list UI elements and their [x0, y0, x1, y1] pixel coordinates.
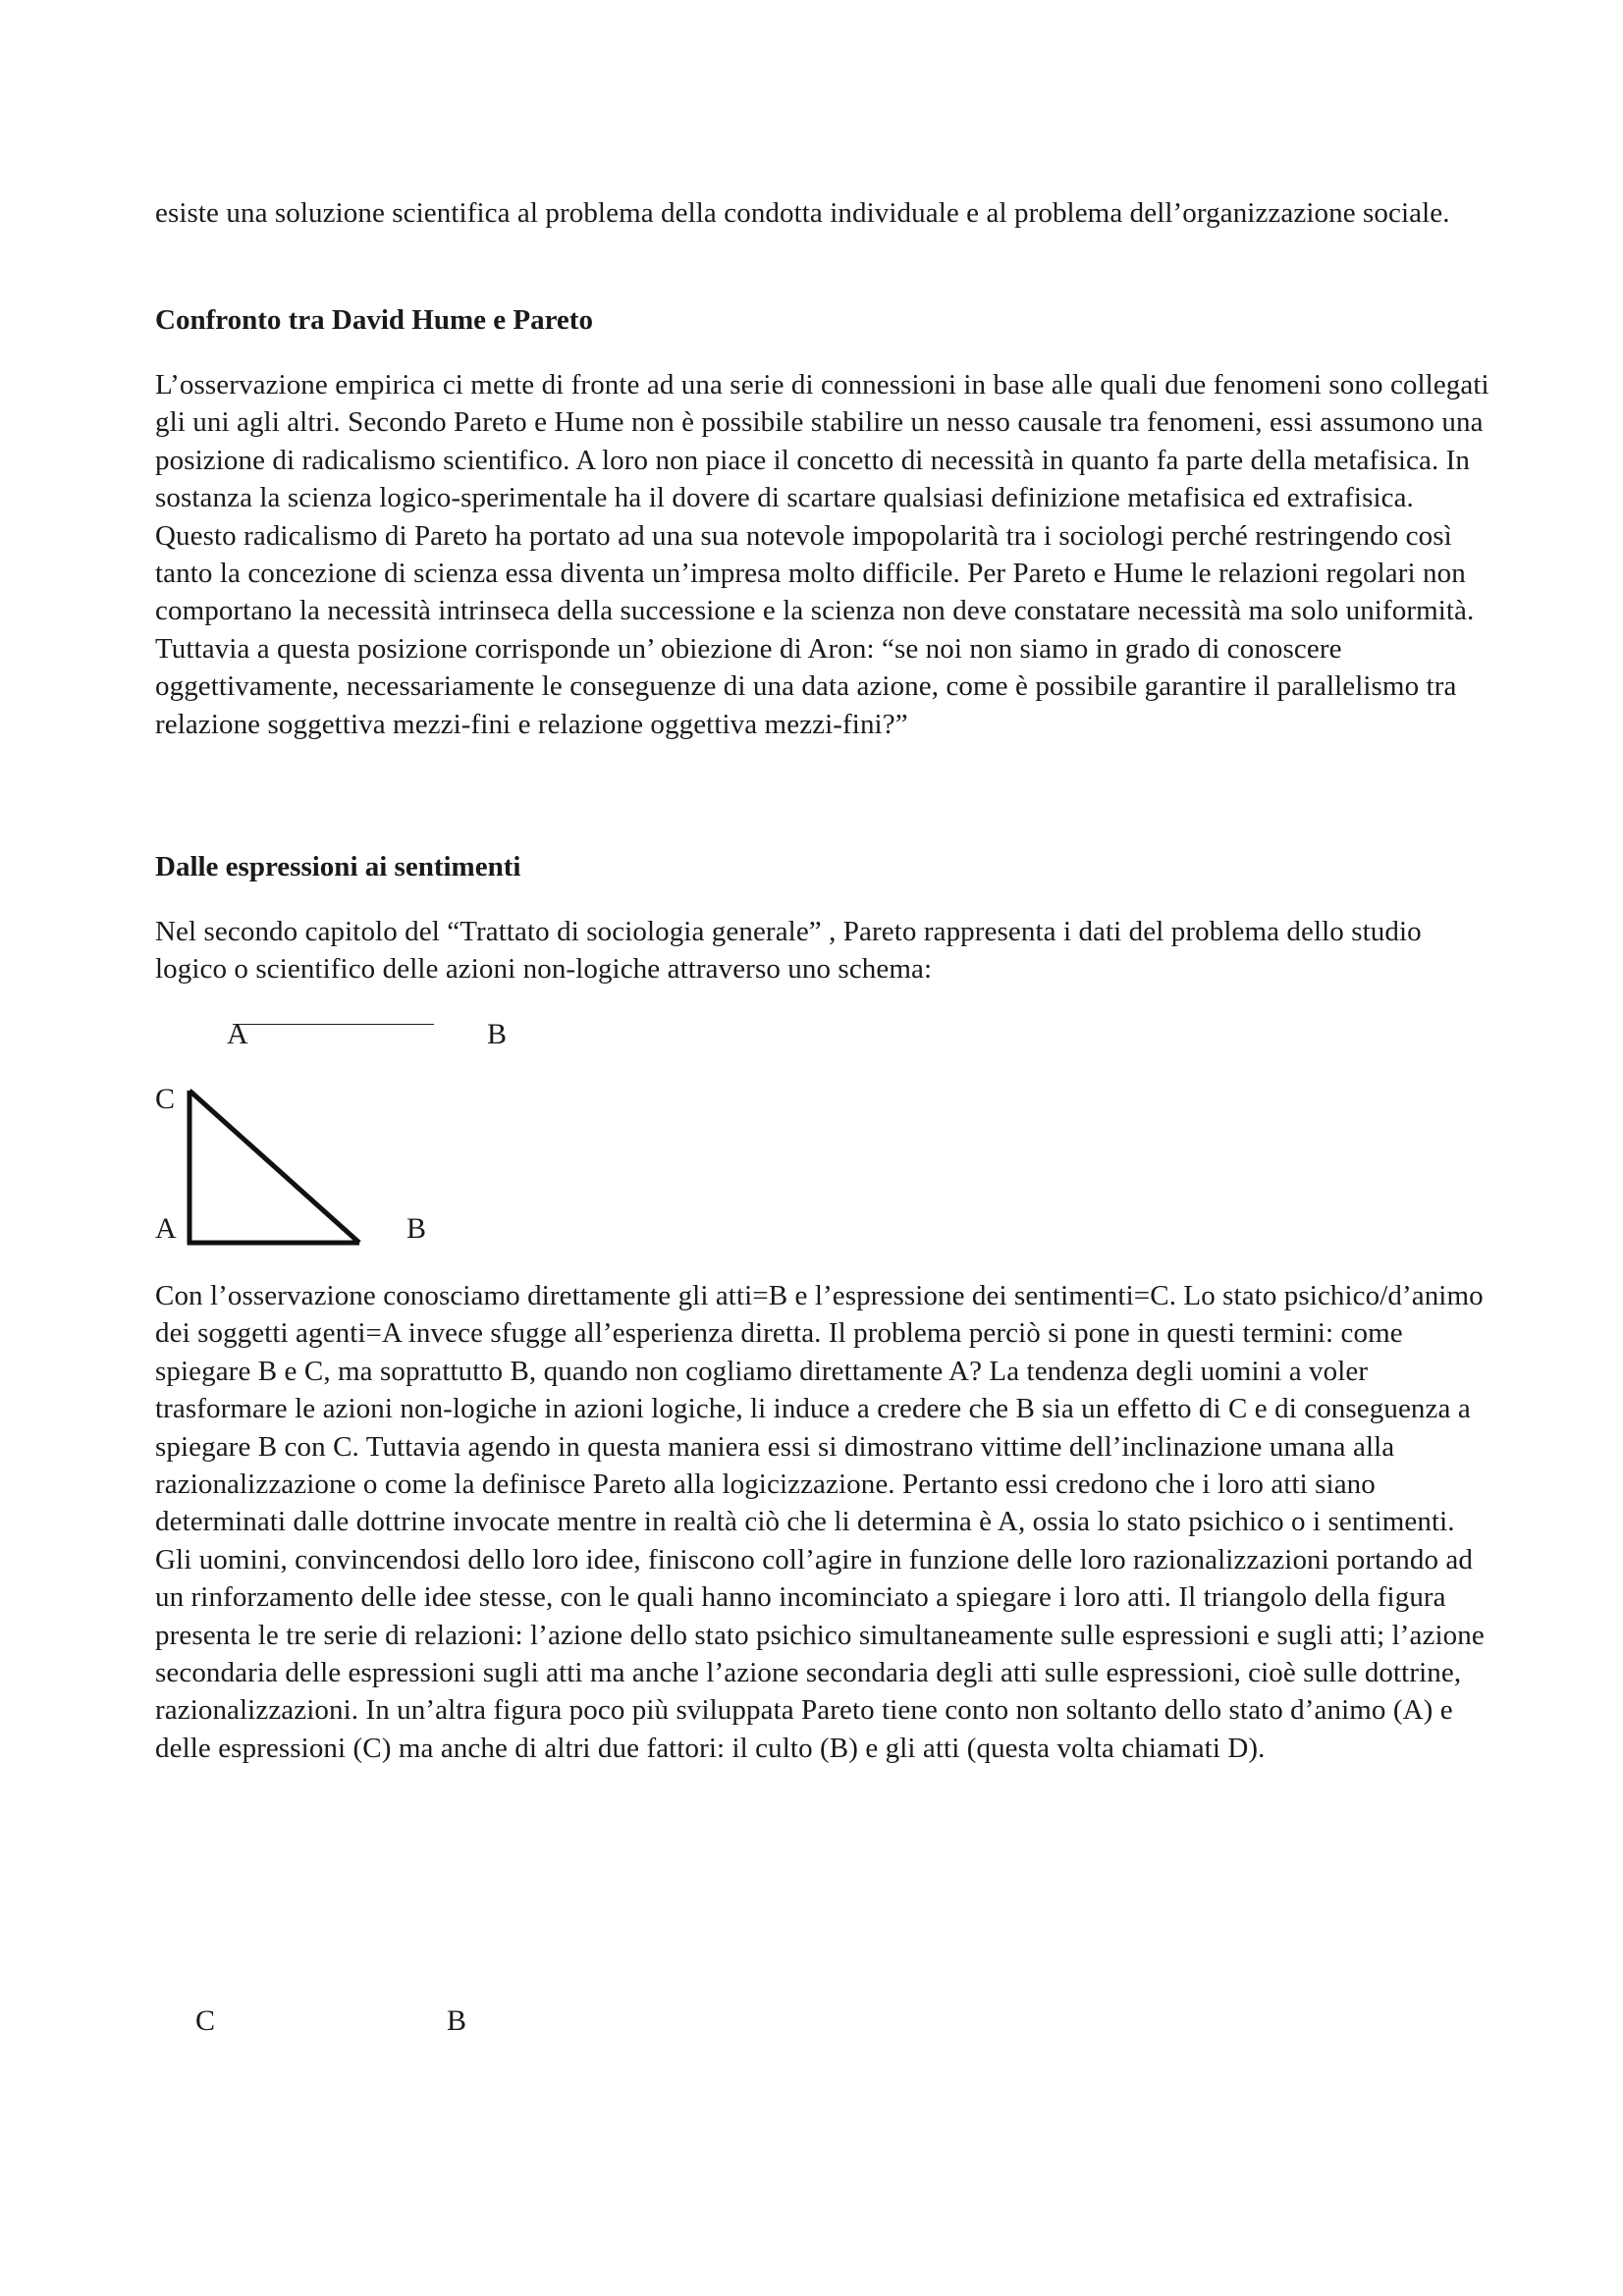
figure1-connector-line: [233, 1024, 434, 1025]
figure1-label-a: A: [227, 1018, 248, 1050]
figure2-label-a: A: [155, 1212, 177, 1245]
heading-espressioni-sentimenti: Dalle espressioni ai sentimenti: [155, 851, 521, 882]
paragraph-schema-intro: Nel secondo capitolo del “Trattato di sociologia generale” , Pareto rappresenta i dati del problema dello studio logico o scientifico delle azioni non-logiche attraverso uno schema:: [155, 916, 1422, 986]
figure2-triangle: [183, 1086, 365, 1249]
paragraph-hume-pareto: L’osservazione empirica ci mette di fronte ad una serie di connessioni in base alle quali due fenomeni sono collegati gli uni agli altri. Secondo Pareto e Hume non è possibile stabilire un nesso causale tra fenomeni, essi assumono una posizione di radicalismo scientifico. A loro non piace il concetto di necessità in quanto fa parte della metafisica. In sostanza la scienza logico-sperimentale ha il dovere di scartare qualsiasi definizione metafisica ed extrafisica. Questo radicalismo di Pareto ha portato ad una sua notevole impopolarità tra i sociologi perché restringendo così tanto la concezione di scienza essa diventa un’impresa molto difficile. Per Pareto e Hume le relazioni regolari non comportano la necessità intrinseca della successione e la scienza non deve constatare necessità ma solo uniformità. Tuttavia a questa posizione corrisponde un’ obiezione di Aron: “se noi non siamo in grado di conoscere oggettivamente, necessariamente le conseguenze di una data azione, come è possibile garantire il parallelismo tra relazione soggettiva mezzi-fini e relazione oggettiva mezzi-fini?”: [155, 369, 1489, 740]
figure2-label-c: C: [155, 1083, 176, 1115]
figure1-label-b: B: [487, 1018, 508, 1050]
figure2-label-b: B: [406, 1212, 427, 1245]
figure3-label-c: C: [195, 2004, 216, 2037]
paragraph-triangle-explanation: Con l’osservazione conosciamo direttamente gli atti=B e l’espressione dei sentimenti=C. Lo stato psichico/d’animo dei soggetti agenti=A invece sfugge all’esperienza diretta. Il problema perciò si pone in questi termini: come spiegare B e C, ma soprattutto B, quando non cogliamo direttamente A? La tendenza degli uomini a voler trasformare le azioni non-logiche in azioni logiche, li induce a credere che B sia un effetto di C e di conseguenza a spiegare B con C. Tuttavia agendo in questa maniera essi si dimostrano vittime dell’inclinazione umana alla razionalizzazione o come la definisce Pareto alla logicizzazione. Pertanto essi credono che i loro atti siano determinati dalle dottrine invocate mentre in realtà ciò che li determina è A, ossia lo stato psichico o i sentimenti. Gli uomini, convincendosi dello loro idee, finiscono coll’agire in funzione delle loro razionalizzazioni portando ad un rinforzamento delle idee stesse, con le quali hanno incominciato a spiegare i loro atti. Il triangolo della figura presenta le tre serie di relazioni: l’azione dello stato psichico simultaneamente sulle espressioni e sugli atti; l’azione secondaria delle espressioni sugli atti ma anche l’azione secondaria degli atti sulle espressioni, cioè sulle dottrine, razionalizzazioni. In un’altra figura poco più sviluppata Pareto tiene conto non soltanto dello stato d’animo (A) e delle espressioni (C) ma anche di altri due fattori: il culto (B) e gli atti (questa volta chiamati D).: [155, 1280, 1485, 1764]
paragraph-intro: esiste una soluzione scientifica al problema della condotta individuale e al problema dell’organizzazione sociale.: [155, 197, 1450, 229]
figure3-label-b: B: [447, 2004, 467, 2037]
heading-hume-pareto: Confronto tra David Hume e Pareto: [155, 304, 593, 336]
figure2-triangle-hypotenuse: [189, 1091, 359, 1243]
